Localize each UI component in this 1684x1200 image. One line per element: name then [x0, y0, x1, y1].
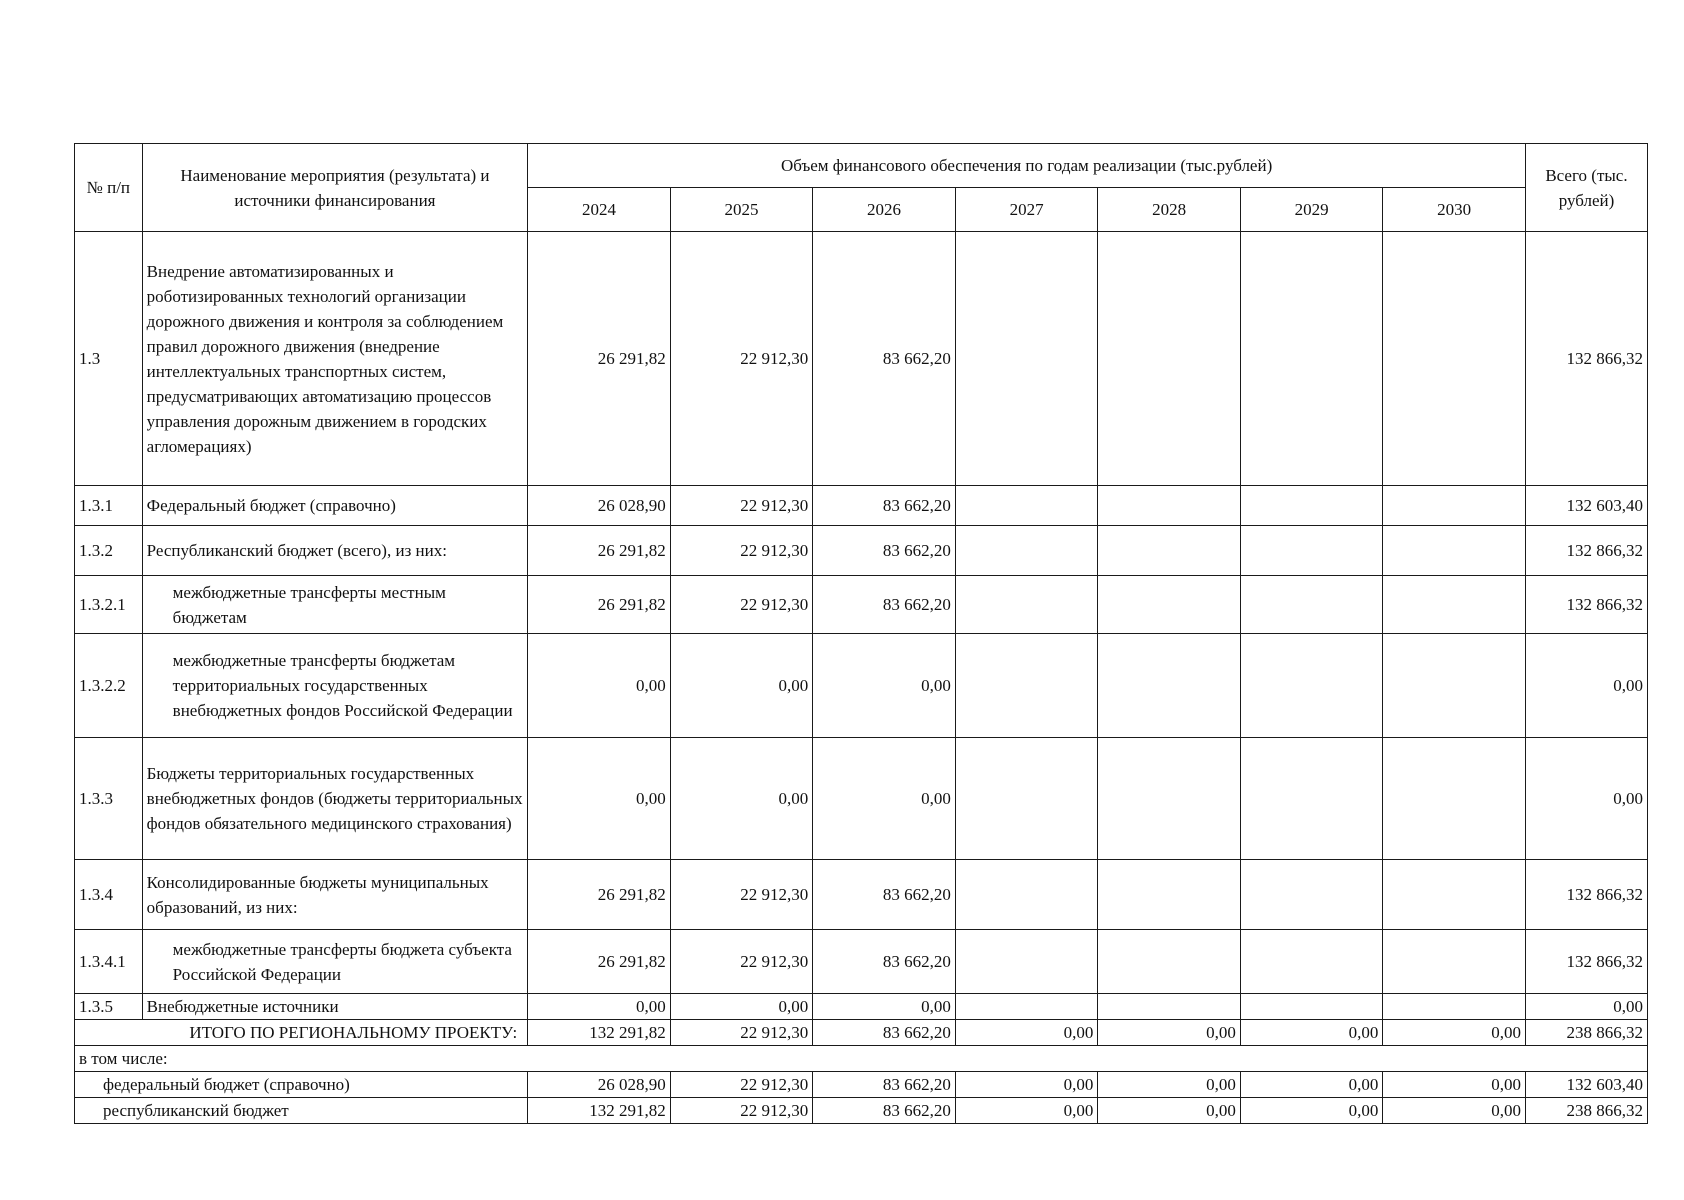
- row-value: 26 291,82: [528, 526, 671, 576]
- row-name: Внедрение автоматизированных и роботизированных технологий организации дорожного движения и контроля за соблюдением правил дорожного движения (внедрение интеллектуальных транспортных систем, предусматривающих автоматизацию процессов управления дорожным движением в городских агломерациях): [142, 232, 528, 486]
- row-value: [1383, 634, 1526, 738]
- row-name: межбюджетные трансферты бюджета субъекта Российской Федерации: [142, 930, 528, 994]
- header-num: № п/п: [75, 144, 143, 232]
- row-value: 0,00: [528, 994, 671, 1020]
- row-value: 22 912,30: [670, 232, 813, 486]
- row-value: [1098, 232, 1241, 486]
- row-total: 132 866,32: [1525, 930, 1647, 994]
- header-year: 2025: [670, 188, 813, 232]
- row-total: 132 866,32: [1525, 526, 1647, 576]
- summary-value: 132 291,82: [528, 1020, 671, 1046]
- row-value: [1240, 738, 1383, 860]
- row-total: 0,00: [1525, 634, 1647, 738]
- row-value: [955, 930, 1098, 994]
- row-value: [1240, 486, 1383, 526]
- summary-value: 0,00: [1240, 1072, 1383, 1098]
- row-total: 132 866,32: [1525, 860, 1647, 930]
- header-year: 2026: [813, 188, 956, 232]
- financing-table: [74, 143, 1648, 1124]
- row-value: 26 291,82: [528, 232, 671, 486]
- header-year: 2029: [1240, 188, 1383, 232]
- row-value: [955, 486, 1098, 526]
- summary-total-row: [75, 1020, 1648, 1046]
- row-value: [1240, 576, 1383, 634]
- header-year: 2030: [1383, 188, 1526, 232]
- row-value: 26 291,82: [528, 576, 671, 634]
- summary-federal-row: [75, 1072, 1648, 1098]
- row-value: [1240, 930, 1383, 994]
- row-value: [955, 994, 1098, 1020]
- table-row: [75, 526, 1648, 576]
- row-num: 1.3.2.2: [75, 634, 143, 738]
- row-value: [1098, 738, 1241, 860]
- summary-value: 0,00: [1383, 1098, 1526, 1124]
- row-value: 22 912,30: [670, 486, 813, 526]
- row-value: [1383, 930, 1526, 994]
- row-value: [1098, 930, 1241, 994]
- row-value: [1240, 634, 1383, 738]
- table-row: [75, 994, 1648, 1020]
- row-value: [955, 634, 1098, 738]
- row-value: [1240, 860, 1383, 930]
- row-value: 0,00: [670, 994, 813, 1020]
- row-name: межбюджетные трансферты местным бюджетам: [142, 576, 528, 634]
- header-year: 2028: [1098, 188, 1241, 232]
- header-total: Всего (тыс. рублей): [1525, 144, 1647, 232]
- table-row: [75, 860, 1648, 930]
- summary-value: 0,00: [1098, 1098, 1241, 1124]
- header-year: 2024: [528, 188, 671, 232]
- summary-value: 0,00: [1240, 1020, 1383, 1046]
- summary-value: 22 912,30: [670, 1098, 813, 1124]
- row-value: 83 662,20: [813, 930, 956, 994]
- row-value: 0,00: [670, 738, 813, 860]
- header-year: 2027: [955, 188, 1098, 232]
- header-volume: Объем финансового обеспечения по годам реализации (тыс.рублей): [528, 144, 1526, 188]
- financing-table-sheet: [74, 143, 1648, 1124]
- row-total: 132 866,32: [1525, 232, 1647, 486]
- row-value: [955, 860, 1098, 930]
- summary-value: 26 028,90: [528, 1072, 671, 1098]
- row-value: [1240, 994, 1383, 1020]
- row-name: Федеральный бюджет (справочно): [142, 486, 528, 526]
- row-total: 0,00: [1525, 738, 1647, 860]
- table-row: [75, 634, 1648, 738]
- table-row: [75, 486, 1648, 526]
- row-total: 132 603,40: [1525, 486, 1647, 526]
- row-value: 22 912,30: [670, 526, 813, 576]
- summary-value: 83 662,20: [813, 1020, 956, 1046]
- row-num: 1.3.4: [75, 860, 143, 930]
- summary-republic-label: республиканский бюджет: [75, 1098, 528, 1124]
- row-value: 22 912,30: [670, 930, 813, 994]
- row-value: 26 291,82: [528, 930, 671, 994]
- row-num: 1.3.5: [75, 994, 143, 1020]
- row-value: 83 662,20: [813, 486, 956, 526]
- including-row: [75, 1046, 1648, 1072]
- summary-value: 0,00: [955, 1072, 1098, 1098]
- row-value: [1240, 526, 1383, 576]
- row-value: 83 662,20: [813, 232, 956, 486]
- row-value: [1383, 860, 1526, 930]
- row-name: Консолидированные бюджеты муниципальных образований, из них:: [142, 860, 528, 930]
- summary-total: 132 603,40: [1525, 1072, 1647, 1098]
- row-value: [1098, 576, 1241, 634]
- summary-value: 0,00: [1240, 1098, 1383, 1124]
- row-value: [1383, 486, 1526, 526]
- row-value: 83 662,20: [813, 860, 956, 930]
- row-num: 1.3.2: [75, 526, 143, 576]
- summary-value: 0,00: [955, 1098, 1098, 1124]
- including-label: в том числе:: [75, 1046, 1648, 1072]
- row-value: [1383, 526, 1526, 576]
- summary-value: 0,00: [1098, 1020, 1241, 1046]
- summary-republic-row: [75, 1098, 1648, 1124]
- row-num: 1.3.2.1: [75, 576, 143, 634]
- summary-value: 0,00: [1383, 1072, 1526, 1098]
- header-name: Наименование мероприятия (результата) и источники финансирования: [142, 144, 528, 232]
- row-value: 0,00: [528, 634, 671, 738]
- table-row: [75, 232, 1648, 486]
- table-row: [75, 576, 1648, 634]
- row-num: 1.3.1: [75, 486, 143, 526]
- summary-value: 0,00: [1383, 1020, 1526, 1046]
- row-name: Бюджеты территориальных государственных внебюджетных фондов (бюджеты территориальных фондов обязательного медицинского страхования): [142, 738, 528, 860]
- row-value: 0,00: [813, 738, 956, 860]
- summary-value: 83 662,20: [813, 1098, 956, 1124]
- row-value: [1098, 486, 1241, 526]
- row-value: [1383, 994, 1526, 1020]
- summary-value: 0,00: [1098, 1072, 1241, 1098]
- row-name: Республиканский бюджет (всего), из них:: [142, 526, 528, 576]
- summary-federal-label: федеральный бюджет (справочно): [75, 1072, 528, 1098]
- row-value: 22 912,30: [670, 860, 813, 930]
- row-value: [1383, 232, 1526, 486]
- row-value: 26 291,82: [528, 860, 671, 930]
- row-value: [955, 232, 1098, 486]
- row-total: 0,00: [1525, 994, 1647, 1020]
- row-value: 26 028,90: [528, 486, 671, 526]
- row-value: [1098, 634, 1241, 738]
- summary-value: 0,00: [955, 1020, 1098, 1046]
- row-value: [1098, 526, 1241, 576]
- row-value: [1098, 994, 1241, 1020]
- summary-total: 238 866,32: [1525, 1020, 1647, 1046]
- row-value: [955, 576, 1098, 634]
- row-num: 1.3: [75, 232, 143, 486]
- row-value: [955, 526, 1098, 576]
- row-value: [1240, 232, 1383, 486]
- row-total: 132 866,32: [1525, 576, 1647, 634]
- row-value: [955, 738, 1098, 860]
- row-value: [1098, 860, 1241, 930]
- table-row: [75, 738, 1648, 860]
- row-value: 0,00: [528, 738, 671, 860]
- table-row: [75, 930, 1648, 994]
- row-value: 0,00: [670, 634, 813, 738]
- summary-value: 22 912,30: [670, 1072, 813, 1098]
- row-value: 83 662,20: [813, 576, 956, 634]
- row-value: [1383, 576, 1526, 634]
- summary-value: 22 912,30: [670, 1020, 813, 1046]
- header-row-1: [75, 144, 1648, 188]
- row-num: 1.3.4.1: [75, 930, 143, 994]
- row-value: 83 662,20: [813, 526, 956, 576]
- summary-value: 132 291,82: [528, 1098, 671, 1124]
- row-num: 1.3.3: [75, 738, 143, 860]
- row-value: [1383, 738, 1526, 860]
- summary-total: 238 866,32: [1525, 1098, 1647, 1124]
- summary-total-label: ИТОГО ПО РЕГИОНАЛЬНОМУ ПРОЕКТУ:: [75, 1020, 528, 1046]
- row-value: 0,00: [813, 634, 956, 738]
- row-value: 0,00: [813, 994, 956, 1020]
- summary-value: 83 662,20: [813, 1072, 956, 1098]
- row-value: 22 912,30: [670, 576, 813, 634]
- row-name: межбюджетные трансферты бюджетам территориальных государственных внебюджетных фондов Российской Федерации: [142, 634, 528, 738]
- row-name: Внебюджетные источники: [142, 994, 528, 1020]
